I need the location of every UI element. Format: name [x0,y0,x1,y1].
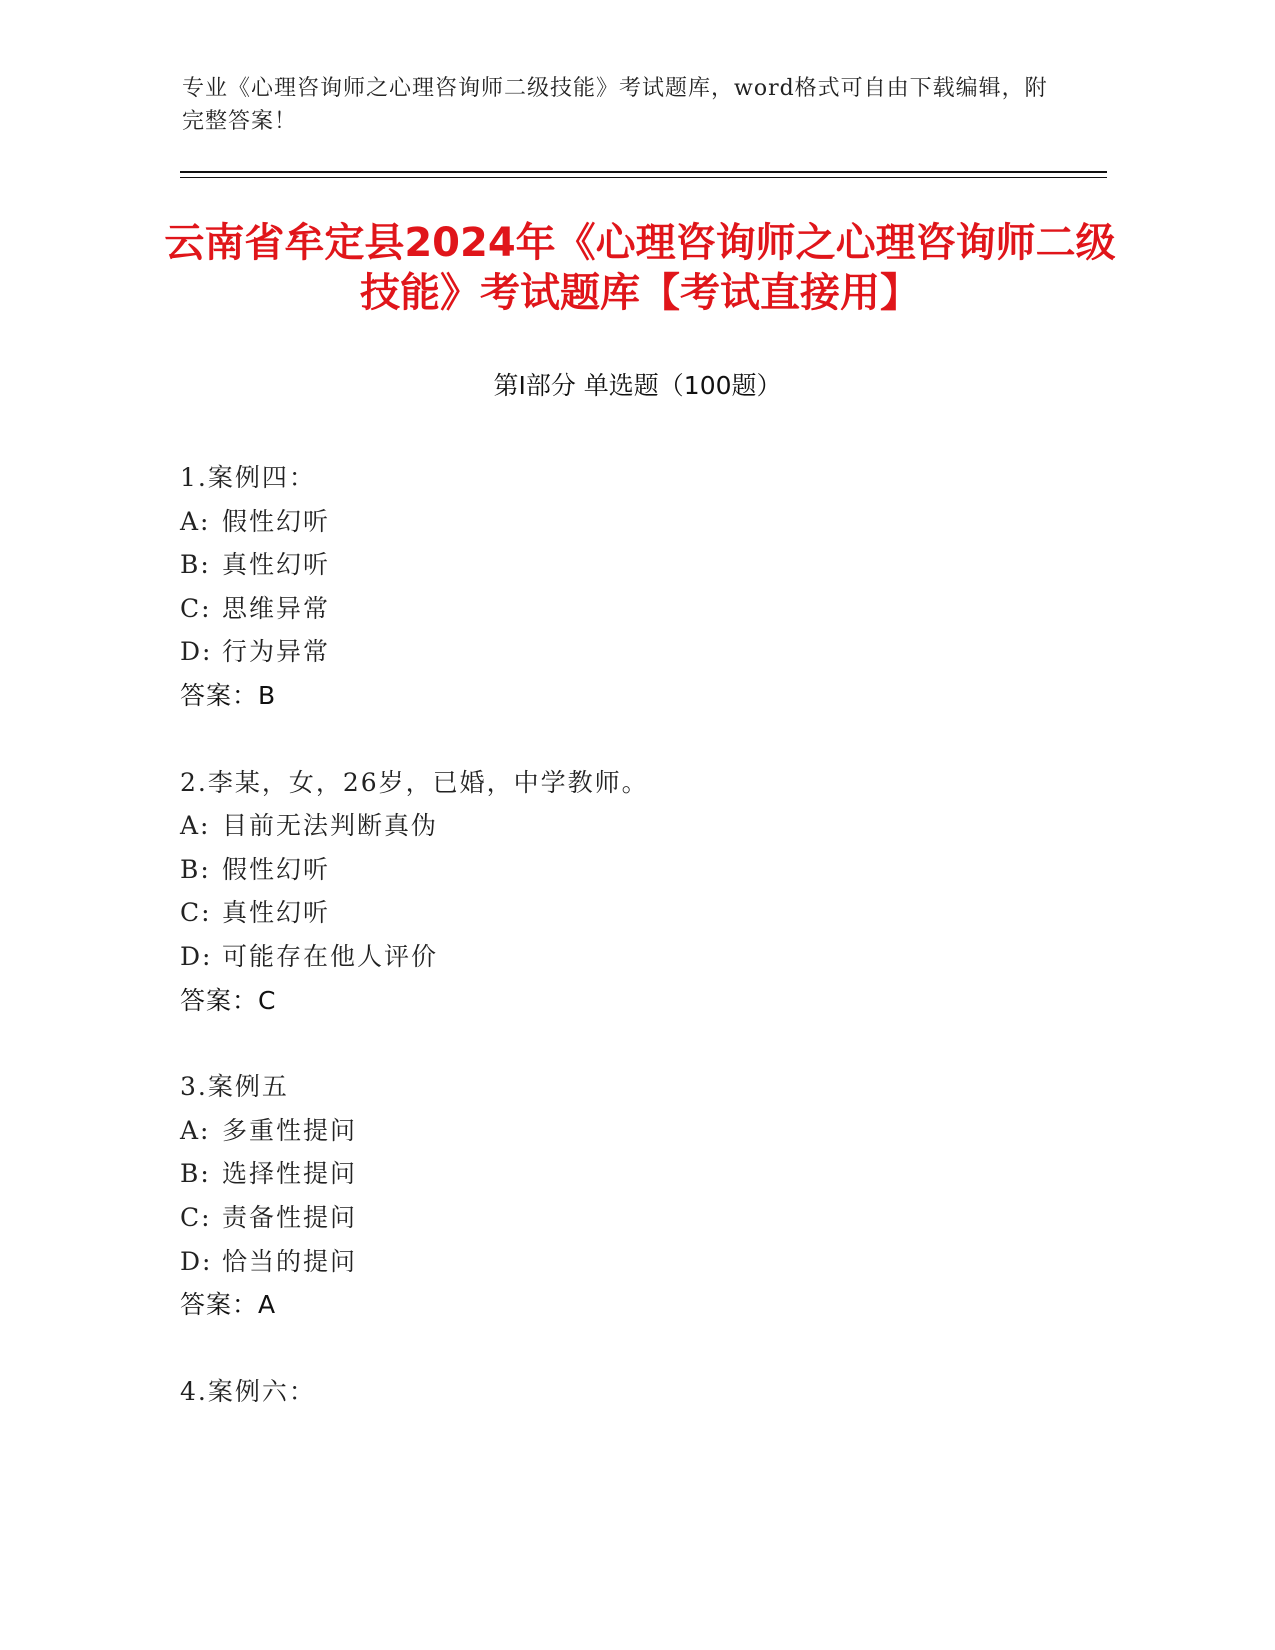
option-letter: C: [180,898,212,928]
option-letter: C: [180,1202,212,1232]
option-text: 目前无法判断真伪 [222,811,439,841]
option-b [180,543,1080,587]
option-text: 选择性提问 [222,1159,358,1189]
option-text: 真性幻听 [222,550,331,580]
option-b [180,848,1080,892]
question-stem: 3.案例五 [180,1072,289,1102]
document-title: 云南省牟定县2024年《心理咨询师之心理咨询师二级技能》考试题库【考试直接用】 [164,220,1116,316]
option-d [180,630,1080,674]
option-text: 真性幻听 [222,898,331,928]
option-d [180,935,1080,979]
header-rule-thick [180,171,1107,173]
question-3 [180,1065,1080,1327]
option-letter: A: [180,506,211,536]
option-letter: A: [180,1115,211,1145]
option-letter: B: [180,1159,211,1189]
option-letter: B: [180,854,211,884]
header-note: 专业《心理咨询师之心理咨询师二级技能》考试题库，word格式可自由下载编辑，附完整答案！ [182,76,1048,134]
question-1 [180,456,1080,718]
option-text: 多重性提问 [222,1115,358,1145]
option-text: 可能存在他人评价 [222,941,439,971]
option-c [180,1196,1080,1240]
option-text: 思维异常 [222,593,331,623]
option-letter: B: [180,550,211,580]
option-letter: C: [180,593,212,623]
option-text: 假性幻听 [222,854,331,884]
question-stem: 2.李某，女，26岁，已婚，中学教师。 [180,767,649,797]
question-2 [180,761,1080,1023]
option-letter: D: [180,941,213,971]
option-c [180,891,1080,935]
option-text: 责备性提问 [222,1202,358,1232]
option-letter: A: [180,811,211,841]
option-a [180,804,1080,848]
option-letter: D: [180,1246,213,1276]
option-a [180,1109,1080,1153]
answer-line: 答案：C [180,985,277,1015]
option-text: 假性幻听 [222,506,331,536]
question-stem: 1.案例四： [180,463,316,492]
question-stem: 4.案例六： [180,1376,316,1406]
option-c [180,587,1080,631]
option-b [180,1152,1080,1196]
option-text: 行为异常 [222,637,331,667]
question-list [180,456,1080,1456]
option-text: 恰当的提问 [222,1246,358,1276]
option-letter: D: [180,637,213,667]
answer-line: 答案：B [180,680,277,710]
section-heading: 第I部分 单选题（100题） [493,371,782,400]
option-a [180,500,1080,544]
option-d [180,1240,1080,1284]
question-4 [180,1370,1080,1414]
header-rule-thin [180,177,1107,178]
answer-line: 答案：A [180,1290,277,1320]
